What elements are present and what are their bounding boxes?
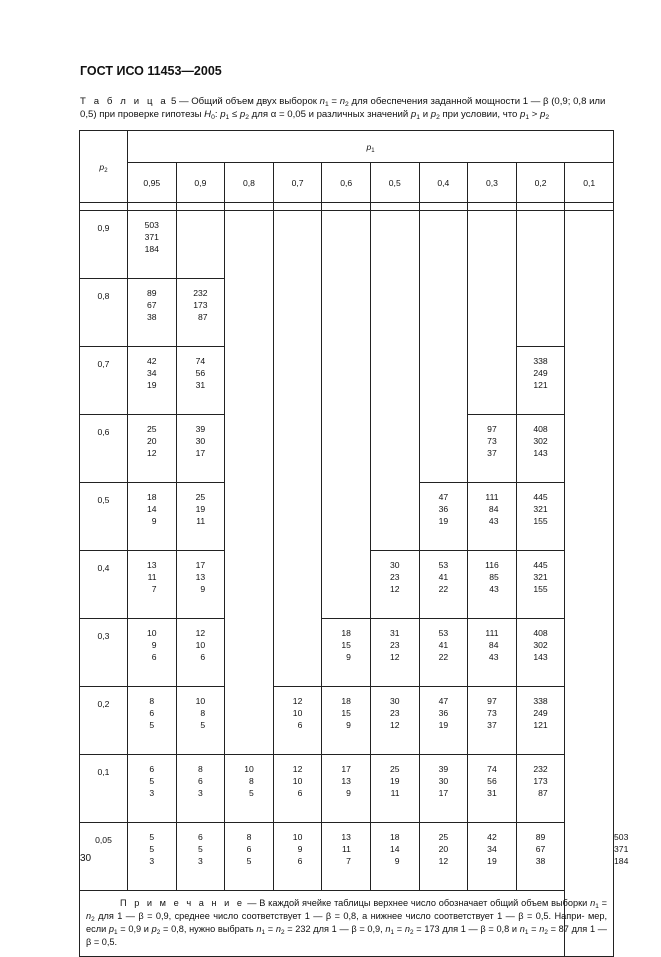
sample-size-value: 121	[533, 380, 548, 390]
sample-size-cell	[322, 755, 371, 823]
sample-size-value: 41	[438, 572, 449, 582]
sample-size-cell	[273, 823, 322, 891]
sample-size-value: 3	[198, 788, 203, 798]
empty-cell	[176, 211, 225, 279]
empty-cell	[565, 279, 614, 415]
sample-size-value: 8	[200, 708, 206, 718]
p2-value-label: 0,1	[80, 755, 128, 823]
sample-size-cell	[176, 347, 225, 415]
sample-size-value: 97	[487, 696, 497, 706]
sample-size-value: 22	[438, 652, 449, 662]
sample-size-cell	[516, 551, 565, 619]
empty-cell	[225, 211, 274, 755]
sample-size-value: 67	[535, 844, 546, 854]
sample-size-cell	[273, 755, 322, 823]
sample-size-cell	[419, 755, 468, 823]
sample-size-value: 143	[533, 448, 548, 458]
sample-size-cell	[128, 619, 177, 687]
sample-size-value: 7	[346, 856, 351, 866]
sample-size-value: 184	[614, 856, 629, 866]
sample-size-value: 6	[297, 720, 303, 730]
sample-size-value: 89	[535, 832, 546, 842]
sample-size-value: 111	[485, 492, 499, 502]
sample-size-value: 14	[389, 844, 400, 854]
sample-size-value: 302	[533, 640, 548, 650]
sample-size-value: 56	[195, 368, 206, 378]
sample-size-value: 445	[533, 492, 548, 502]
table-caption: Т а б л и ц а 5 — Общий объем двух выборок $n_1 = n_2$ для обеспечения заданной мощности 1 — β (0,9; 0,8 или 0,5) при проверке гипотезы $H_0$: $p_1 \le p_2$ для α = 0,05 и различных значений $p_1$ и $p_2$ при условии, что $p_1 > p_2$	[80, 96, 606, 121]
sample-size-value: 53	[438, 560, 449, 570]
sample-size-value: 20	[147, 436, 157, 446]
sample-size-value: 97	[487, 424, 497, 434]
sample-size-value: 18	[341, 628, 351, 638]
sample-size-value: 25	[389, 764, 400, 774]
sample-size-value: 5	[198, 844, 203, 854]
sample-size-value: 38	[535, 856, 546, 866]
sample-size-value: 232	[193, 288, 208, 298]
p2-value-label: 0,9	[80, 211, 128, 279]
sample-size-cell	[370, 551, 419, 619]
sample-size-value: 371	[144, 232, 159, 242]
table-row	[80, 211, 614, 279]
sample-size-value: 6	[297, 788, 303, 798]
sample-size-value: 10	[195, 640, 206, 650]
sample-size-cell	[176, 551, 225, 619]
sample-size-value: 25	[195, 492, 206, 502]
sample-size-value: 12	[389, 652, 400, 662]
sample-size-value: 12	[438, 856, 449, 866]
empty-cell	[468, 211, 517, 415]
sample-size-cell	[273, 687, 322, 755]
sample-size-cell	[176, 415, 225, 483]
sample-size-cell	[322, 823, 371, 891]
empty-cell	[273, 211, 322, 687]
sample-size-cell	[516, 347, 565, 415]
empty-cell	[322, 211, 371, 619]
sample-size-value: 8	[246, 832, 252, 842]
sample-size-value: 8	[248, 776, 254, 786]
sample-size-value: 10	[195, 696, 206, 706]
sample-size-value: 5	[149, 844, 155, 854]
sample-size-cell	[128, 347, 177, 415]
sample-size-value: 6	[151, 652, 157, 662]
sample-size-value: 37	[487, 720, 497, 730]
sample-size-value: 47	[438, 696, 449, 706]
sample-size-value: 13	[147, 560, 157, 570]
sample-size-cell	[225, 823, 274, 891]
sample-size-value: 10	[292, 832, 303, 842]
sample-size-value: 3	[149, 788, 155, 798]
sample-size-cell	[468, 483, 517, 551]
sample-size-value: 18	[341, 696, 351, 706]
sample-size-cell	[468, 619, 517, 687]
sample-size-value: 9	[200, 584, 206, 594]
sample-size-value: 19	[487, 856, 497, 866]
sample-size-value: 408	[533, 424, 548, 434]
sample-size-value: 13	[195, 572, 206, 582]
sample-size-value: 338	[533, 696, 548, 706]
sample-size-cell	[419, 619, 468, 687]
sample-size-value: 41	[438, 640, 449, 650]
sample-size-value: 43	[488, 652, 499, 662]
sample-size-value: 14	[147, 504, 157, 514]
sample-size-value: 19	[195, 504, 206, 514]
sample-size-value: 11	[147, 572, 157, 582]
sample-size-value: 321	[533, 504, 548, 514]
sample-size-value: 74	[195, 356, 206, 366]
sample-size-value: 87	[538, 788, 548, 798]
sample-size-value: 249	[533, 708, 548, 718]
sample-size-value: 19	[438, 720, 449, 730]
sample-size-value: 11	[342, 844, 351, 854]
sample-size-value: 116	[485, 560, 499, 570]
sample-size-value: 143	[533, 652, 548, 662]
sample-size-cell	[468, 823, 517, 891]
sample-size-value: 5	[246, 856, 252, 866]
sample-size-value: 56	[487, 776, 497, 786]
table-row	[80, 619, 614, 687]
sample-size-value: 30	[389, 560, 400, 570]
sample-size-value: 6	[198, 832, 203, 842]
sample-size-value: 13	[341, 832, 351, 842]
empty-cell	[565, 415, 614, 687]
empty-cell	[419, 211, 468, 483]
sample-size-value: 371	[614, 844, 629, 854]
sample-size-value: 19	[389, 776, 400, 786]
sample-size-cell	[128, 551, 177, 619]
sample-size-value: 10	[147, 628, 157, 638]
sample-size-cell	[516, 755, 565, 823]
sample-size-value: 74	[487, 764, 497, 774]
sample-size-value: 302	[533, 436, 548, 446]
sample-size-value: 67	[147, 300, 157, 310]
sample-size-value: 6	[198, 776, 203, 786]
sample-size-value: 12	[292, 696, 303, 706]
sample-size-value: 6	[297, 856, 303, 866]
sample-size-value: 39	[438, 764, 449, 774]
sample-size-value: 338	[533, 356, 548, 366]
sample-size-value: 17	[341, 764, 351, 774]
table-row	[80, 755, 614, 823]
sample-size-value: 173	[193, 300, 208, 310]
sample-size-cell	[128, 211, 177, 279]
sample-size-value: 9	[151, 640, 157, 650]
sample-size-value: 5	[149, 832, 155, 842]
p2-value-label: 0,3	[80, 619, 128, 687]
sample-size-value: 173	[533, 776, 548, 786]
sample-size-value: 121	[533, 720, 548, 730]
p2-value-label: 0,5	[80, 483, 128, 551]
sample-size-cell	[516, 415, 565, 483]
sample-size-table	[79, 130, 629, 957]
sample-size-value: 155	[533, 516, 548, 526]
sample-size-cell	[370, 755, 419, 823]
p2-value-label: 0,4	[80, 551, 128, 619]
sample-size-cell	[322, 687, 371, 755]
sample-size-value: 9	[394, 856, 400, 866]
table-row	[80, 823, 614, 891]
sample-size-value: 10	[292, 776, 303, 786]
sample-size-value: 11	[390, 788, 400, 798]
sample-size-cell	[516, 619, 565, 687]
sample-size-cell	[176, 619, 225, 687]
sample-size-cell	[176, 483, 225, 551]
p2-value-label: 0,8	[80, 279, 128, 347]
sample-size-value: 8	[149, 696, 155, 706]
sample-size-value: 17	[195, 560, 206, 570]
sample-size-value: 10	[292, 708, 303, 718]
p1-value-header: 0,7	[273, 163, 322, 203]
sample-size-value: 84	[488, 640, 499, 650]
sample-size-value: 6	[149, 708, 155, 718]
table-note: П р и м е ч а н и е — В каждой ячейке таблицы верхнее число обозначает общий объем выборки $n_1 = n_2$ для 1 — β = 0,9, среднее число соответствует 1 — β = 0,8, а нижнее число соответствует 1 — β = 0,5. Напри- мер, если $p_1 = 0,9$ и $p_2 = 0,8$, нужно выбрать $n_1 = n_2 = 232$ для 1 — β = 0,9, $n_1 = n_2 = 173$ для 1 — β = 0,8 и $n_1 = n_2 = 87$ для 1 — β = 0,5.	[80, 891, 614, 957]
sample-size-value: 31	[389, 628, 400, 638]
sample-size-cell	[128, 415, 177, 483]
sample-size-cell	[468, 687, 517, 755]
sample-size-value: 17	[438, 788, 449, 798]
sample-size-value: 6	[246, 844, 252, 854]
sample-size-value: 42	[147, 356, 157, 366]
sample-size-value: 23	[389, 640, 400, 650]
sample-size-value: 30	[438, 776, 449, 786]
sample-size-value: 12	[389, 584, 400, 594]
sample-size-cell	[322, 619, 371, 687]
p1-value-header: 0,4	[419, 163, 468, 203]
sample-size-value: 85	[489, 572, 499, 582]
sample-size-value: 9	[346, 788, 351, 798]
sample-size-value: 18	[147, 492, 157, 502]
sample-size-cell	[176, 279, 225, 347]
sample-size-cell	[370, 619, 419, 687]
sample-size-value: 9	[151, 516, 157, 526]
sample-size-value: 9	[346, 720, 351, 730]
p1-value-header: 0,3	[468, 163, 517, 203]
empty-cell	[370, 211, 419, 551]
sample-size-value: 12	[389, 720, 400, 730]
sample-size-cell	[176, 687, 225, 755]
sample-size-value: 39	[195, 424, 206, 434]
sample-size-value: 23	[389, 708, 400, 718]
sample-size-cell	[370, 687, 419, 755]
p2-value-label: 0,6	[80, 415, 128, 483]
sample-size-value: 6	[149, 764, 155, 774]
sample-size-value: 8	[198, 764, 203, 774]
sample-size-value: 89	[147, 288, 157, 298]
sample-size-value: 3	[198, 856, 203, 866]
sample-size-cell	[128, 279, 177, 347]
sample-size-value: 111	[485, 628, 499, 638]
sample-size-value: 36	[438, 708, 449, 718]
sample-size-value: 15	[341, 708, 351, 718]
p2-value-label: 0,7	[80, 347, 128, 415]
sample-size-cell	[468, 755, 517, 823]
sample-size-value: 232	[533, 764, 548, 774]
sample-size-value: 22	[438, 584, 449, 594]
sample-size-value: 155	[533, 584, 548, 594]
sample-size-cell	[128, 687, 177, 755]
p1-header: $p_1$	[128, 131, 614, 163]
sample-size-value: 20	[438, 844, 449, 854]
sample-size-cell	[468, 415, 517, 483]
sample-size-value: 34	[147, 368, 157, 378]
sample-size-value: 184	[144, 244, 159, 254]
sample-size-cell	[516, 687, 565, 755]
sample-size-cell	[370, 823, 419, 891]
sample-size-value: 36	[438, 504, 449, 514]
p1-value-header: 0,5	[370, 163, 419, 203]
sample-size-value: 5	[200, 720, 206, 730]
sample-size-value: 321	[533, 572, 548, 582]
sample-size-cell	[176, 823, 225, 891]
p1-value-header: 0,1	[565, 163, 614, 203]
sample-size-value: 11	[196, 516, 206, 526]
sample-size-value: 87	[198, 312, 208, 322]
sample-size-value: 25	[147, 424, 157, 434]
page-number: 30	[80, 853, 92, 864]
sample-size-cell	[128, 755, 177, 823]
sample-size-value: 15	[341, 640, 351, 650]
sample-size-cell	[419, 687, 468, 755]
sample-size-value: 249	[533, 368, 548, 378]
sample-size-cell	[128, 483, 177, 551]
sample-size-cell	[128, 823, 177, 891]
table-spacer-row	[80, 203, 614, 211]
sample-size-value: 23	[389, 572, 400, 582]
sample-size-value: 503	[144, 220, 159, 230]
sample-size-value: 12	[292, 764, 303, 774]
sample-size-value: 9	[297, 844, 303, 854]
sample-size-cell	[516, 823, 565, 891]
sample-size-value: 30	[389, 696, 400, 706]
sample-size-value: 12	[195, 628, 206, 638]
sample-size-value: 6	[200, 652, 206, 662]
sample-size-value: 34	[487, 844, 497, 854]
empty-cell	[565, 211, 614, 279]
sample-size-cell	[419, 823, 468, 891]
sample-size-value: 19	[147, 380, 157, 390]
sample-size-value: 43	[488, 516, 499, 526]
sample-size-value: 18	[389, 832, 400, 842]
sample-size-value: 73	[487, 708, 497, 718]
sample-size-value: 25	[438, 832, 449, 842]
sample-size-cell	[419, 551, 468, 619]
p1-value-header: 0,9	[176, 163, 225, 203]
sample-size-cell	[176, 755, 225, 823]
empty-cell	[516, 211, 565, 347]
sample-size-cell	[225, 755, 274, 823]
document-id: ГОСТ ИСО 11453—2005	[80, 64, 222, 78]
sample-size-value: 9	[346, 652, 351, 662]
sample-size-value: 84	[488, 504, 499, 514]
sample-size-value: 10	[244, 764, 254, 774]
sample-size-cell	[516, 483, 565, 551]
sample-size-value: 13	[341, 776, 351, 786]
p1-value-header: 0,6	[322, 163, 371, 203]
sample-size-value: 31	[195, 380, 206, 390]
sample-size-value: 5	[149, 720, 155, 730]
sample-size-value: 5	[248, 788, 254, 798]
p2-value-label: 0,05	[80, 823, 128, 891]
sample-size-value: 38	[147, 312, 157, 322]
sample-size-value: 12	[147, 448, 157, 458]
sample-size-value: 445	[533, 560, 548, 570]
p1-value-header: 0,8	[225, 163, 274, 203]
sample-size-value: 30	[195, 436, 206, 446]
sample-size-value: 73	[487, 436, 497, 446]
sample-size-value: 19	[438, 516, 449, 526]
sample-size-cell	[468, 551, 517, 619]
sample-size-value: 7	[151, 584, 157, 594]
sample-size-value: 503	[614, 832, 629, 842]
sample-size-value: 43	[489, 584, 499, 594]
sample-size-value: 47	[438, 492, 449, 502]
sample-size-value: 408	[533, 628, 548, 638]
sample-size-value: 42	[487, 832, 497, 842]
sample-size-value: 5	[149, 776, 155, 786]
p1-value-header: 0,2	[516, 163, 565, 203]
sample-size-value: 53	[438, 628, 449, 638]
p2-value-label: 0,2	[80, 687, 128, 755]
p2-header: $p_2$	[80, 131, 128, 203]
sample-size-cell	[419, 483, 468, 551]
sample-size-value: 31	[487, 788, 497, 798]
sample-size-value: 17	[195, 448, 206, 458]
table-row	[80, 687, 614, 755]
sample-size-value: 3	[149, 856, 155, 866]
sample-size-value: 37	[487, 448, 497, 458]
p1-value-header: 0,95	[128, 163, 177, 203]
